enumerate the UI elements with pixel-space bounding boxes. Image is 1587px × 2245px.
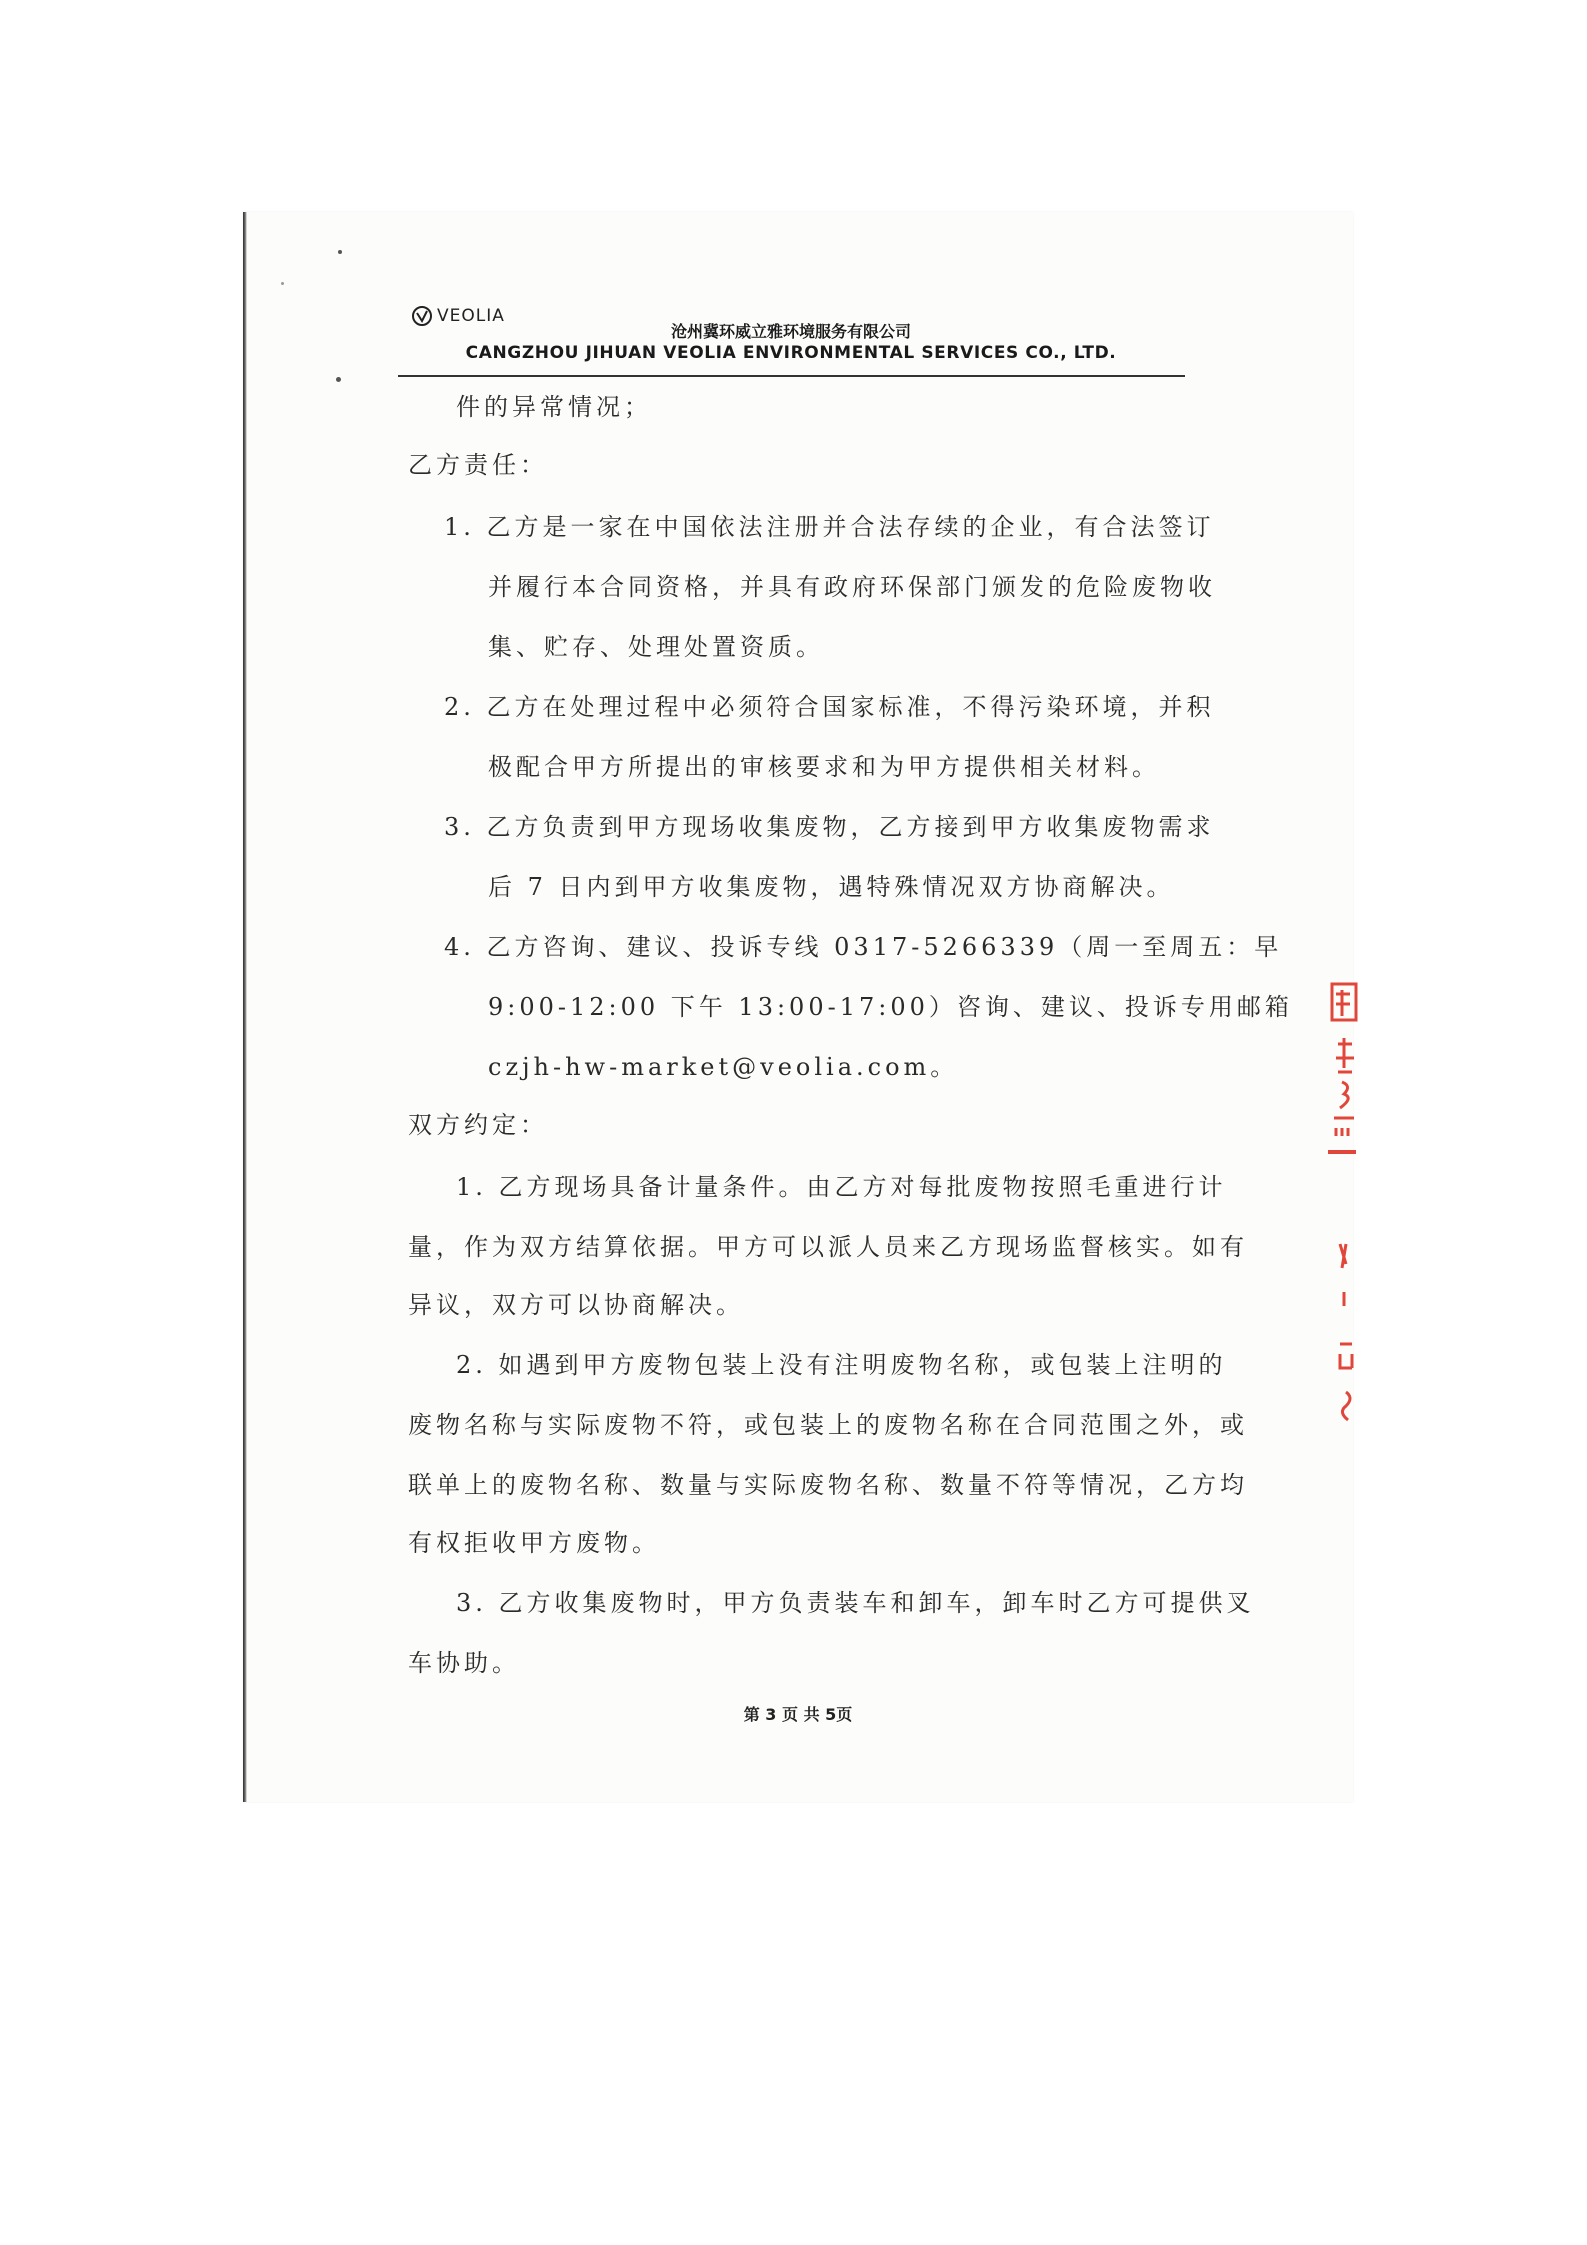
seal-stamp-fragment — [1328, 982, 1358, 1452]
text-line: 极配合甲方所提出的审核要求和为甲方提供相关材料。 — [488, 753, 1160, 781]
text-line: 有权拒收甲方废物。 — [408, 1529, 660, 1557]
text-line: 车协助。 — [408, 1649, 520, 1677]
text-line: 集、贮存、处理处置资质。 — [488, 633, 824, 661]
text-line: 1. 乙方现场具备计量条件。由乙方对每批废物按照毛重进行计 — [456, 1173, 1227, 1201]
scanned-page — [243, 212, 1353, 1802]
text-line: 废物名称与实际废物不符，或包装上的废物名称在合同范围之外，或 — [408, 1411, 1248, 1439]
text-line: 9:00-12:00 下午 13:00-17:00）咨询、建议、投诉专用邮箱 — [488, 993, 1293, 1021]
email-line: czjh-hw-market@veolia.com。 — [488, 1053, 959, 1081]
text-line: 联单上的废物名称、数量与实际废物名称、数量不符等情况，乙方均 — [408, 1471, 1248, 1499]
text-line: 异议，双方可以协商解决。 — [408, 1291, 744, 1319]
scan-speck — [281, 282, 284, 285]
text-line: 1. 乙方是一家在中国依法注册并合法存续的企业，有合法签订 — [444, 513, 1215, 541]
text-line: 并履行本合同资格，并具有政府环保部门颁发的危险废物收 — [488, 573, 1216, 601]
text-line: 量，作为双方结算依据。甲方可以派人员来乙方现场监督核实。如有 — [408, 1233, 1248, 1261]
section-heading-party-b: 乙方责任： — [408, 451, 548, 479]
text-line: 2. 乙方在处理过程中必须符合国家标准，不得污染环境，并积 — [444, 693, 1215, 721]
company-name-english: CANGZHOU JIHUAN VEOLIA ENVIRONMENTAL SERVICES CO., LTD. — [465, 343, 1117, 363]
section-heading-agreement: 双方约定： — [408, 1111, 548, 1139]
text-line: 2. 如遇到甲方废物包装上没有注明废物名称，或包装上注明的 — [456, 1351, 1227, 1379]
text-line: 后 7 日内到甲方收集废物，遇特殊情况双方协商解决。 — [488, 873, 1175, 901]
scan-speck — [336, 377, 341, 382]
scan-speck — [338, 250, 342, 254]
page-number: 第 3 页 共 5页 — [743, 1705, 853, 1724]
text-line: 4. 乙方咨询、建议、投诉专线 0317-5266339（周一至周五：早 — [444, 933, 1283, 961]
logo-text: VEOLIA — [437, 306, 505, 326]
company-name-chinese: 沧州冀环威立雅环境服务有限公司 — [670, 322, 911, 341]
text-line: 件的异常情况； — [456, 393, 652, 421]
text-line: 3. 乙方收集废物时，甲方负责装车和卸车，卸车时乙方可提供叉 — [456, 1589, 1255, 1617]
binding-edge — [243, 212, 247, 1802]
text-line: 3. 乙方负责到甲方现场收集废物，乙方接到甲方收集废物需求 — [444, 813, 1215, 841]
header-divider — [398, 375, 1185, 377]
